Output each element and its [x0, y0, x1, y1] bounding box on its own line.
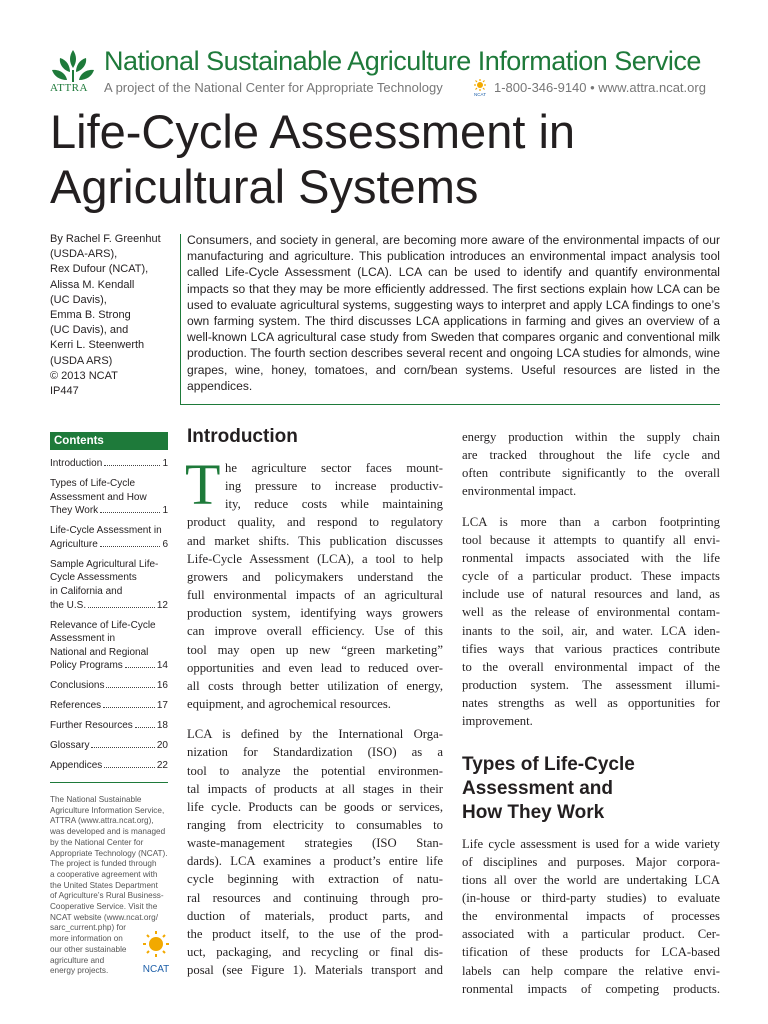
- text-line: tions all over the world are undertaking LCA: [462, 872, 720, 887]
- text-line: ing pressure to increase productiv-: [225, 479, 443, 494]
- toc-entry[interactable]: [50, 457, 168, 471]
- about-line: NCAT website (www.ncat.org/: [50, 912, 158, 922]
- toc-entry-label: Relevance of Life-Cycle: [50, 619, 156, 631]
- about-line: our other sustainable: [50, 944, 127, 954]
- toc-leader-dots: [135, 727, 155, 728]
- text-line: the product itself, to the use of the prod-: [187, 926, 443, 941]
- toc-page-number: 18: [156, 720, 168, 732]
- text-line: LCA is defined by the International Orga-: [187, 727, 443, 742]
- toc-entry[interactable]: [50, 619, 168, 673]
- contents-heading: Contents: [50, 432, 168, 450]
- about-line: sarc_current.php) for: [50, 923, 126, 933]
- toc-entry-label: Assessment and How: [50, 491, 147, 503]
- about-line: The National Sustainable: [50, 795, 142, 804]
- text-line: ity, reduce costs while maintaining: [225, 497, 443, 512]
- carbon-footprint-paragraph: [462, 513, 720, 731]
- text-line: can improve overall efficiency. Use of this: [187, 624, 443, 639]
- toc-entry-row: [50, 759, 168, 773]
- toc-entry-row: [50, 538, 168, 552]
- text-line: full environmental impacts of an agricultural: [187, 588, 443, 603]
- toc-page-number: 12: [156, 599, 168, 611]
- text-line: uct, packaging, and recycling or final dis-: [187, 945, 443, 960]
- toc-entry[interactable]: [50, 477, 168, 518]
- toc-entry[interactable]: [50, 524, 168, 551]
- text-line: tification of these products for LCA-based: [462, 945, 720, 960]
- about-line: by the National Center for: [50, 837, 144, 847]
- ncat-small-label: NCAT: [474, 92, 486, 97]
- abstract-divider: [180, 234, 181, 404]
- contents-divider: [50, 782, 168, 783]
- author-line: Kerri L. Steenwerth: [50, 339, 145, 352]
- toc-entry-label: Policy Programs: [50, 660, 123, 672]
- toc-entry-label: Appendices: [50, 760, 103, 772]
- heading-line: Types of Life-Cycle: [462, 753, 635, 775]
- text-line: life cycle. Products can be goods or services,: [187, 799, 443, 814]
- about-line: ATTRA (www.attra.ncat.org),: [50, 816, 154, 826]
- text-line: inants to the soil, air, and water. LCA iden-: [462, 623, 720, 638]
- toc-entry-label: Types of Life-Cycle: [50, 477, 136, 489]
- ncat-sun-logo: [140, 930, 172, 976]
- text-line: duction of materials, product parts, and: [187, 908, 443, 923]
- introduction-heading: Introduction: [187, 426, 298, 447]
- toc-entry-label: They Work: [50, 505, 99, 517]
- text-line: tool to analyze the potential environmen-: [187, 763, 443, 778]
- toc-entry[interactable]: [50, 558, 168, 612]
- heading-line: Assessment and: [462, 777, 614, 799]
- text-line: waste-management strategies (ISO Stan-: [187, 836, 443, 851]
- text-line: improvement.: [462, 714, 533, 729]
- tagline: A project of the National Center for Appropriate Technology: [104, 80, 443, 95]
- author-line: Rex Dufour (NCAT),: [50, 263, 149, 276]
- text-line: associated with a particular product. Cer-: [462, 927, 720, 942]
- text-line: equipment, and agrochemical resources.: [187, 697, 391, 712]
- contact-info: 1-800-346-9140 • www.attra.ncat.org: [494, 80, 706, 95]
- toc-entry-label: Further Resources: [50, 720, 133, 732]
- toc-leader-dots: [100, 512, 160, 513]
- author-line: (USDA-ARS),: [50, 248, 118, 261]
- table-of-contents: [50, 457, 168, 779]
- ncat-logo-label: NCAT: [142, 964, 170, 975]
- toc-entry-row: [50, 679, 168, 693]
- author-line: Alissa M. Kendall: [50, 278, 135, 291]
- text-line: growers and policymakers understand the: [187, 569, 443, 584]
- toc-page-number: 6: [162, 538, 168, 550]
- text-line: tool because it attempts to quantify all envi-: [462, 532, 720, 547]
- text-line: of disciplines and purposes. Major corpora-: [462, 854, 720, 869]
- text-line: LCA is more than a carbon footprinting: [462, 514, 720, 529]
- introduction-paragraph-2: [187, 725, 443, 979]
- text-line: Life cycle assessment is used for a wide variety: [462, 836, 720, 851]
- text-line: ral resources and continuing through pro-: [187, 890, 443, 905]
- toc-leader-dots: [104, 465, 160, 466]
- toc-page-number: 14: [156, 660, 168, 672]
- toc-entry-label: Sample Agricultural Life-: [50, 558, 159, 570]
- text-line: tool may open up new “green marketing”: [187, 642, 443, 657]
- text-line: to the overall environmental impact of the: [462, 659, 720, 674]
- toc-page-number: 1: [162, 458, 168, 469]
- toc-page-number: 1: [162, 505, 168, 517]
- text-line: he agriculture sector faces mount-: [225, 461, 443, 475]
- publication-id: IP447: [50, 385, 79, 398]
- about-line: a cooperative agreement with: [50, 869, 158, 879]
- toc-entry-label: Cycle Assessments: [50, 572, 137, 584]
- text-line: environmental impact.: [462, 484, 577, 499]
- toc-leader-dots: [104, 767, 155, 768]
- about-line: Cooperative Service. Visit the: [50, 902, 158, 912]
- toc-page-number: 16: [156, 680, 168, 692]
- types-heading: [462, 753, 720, 825]
- ncat-sun-icon: [472, 79, 488, 97]
- types-paragraph: [462, 835, 720, 998]
- toc-entry-row: [50, 739, 168, 753]
- column-two: [462, 428, 720, 998]
- toc-leader-dots: [88, 607, 155, 608]
- about-line: Agriculture Information Service,: [50, 805, 165, 815]
- toc-entry-row: [50, 659, 168, 673]
- about-line: the United States Department: [50, 880, 158, 890]
- about-line: more information on: [50, 934, 123, 944]
- author-line: By Rachel F. Greenhut: [50, 233, 161, 245]
- page-title: Life-Cycle Assessment in Agricultural Systems: [50, 105, 576, 213]
- abstract-bottom-rule: [180, 404, 720, 405]
- toc-entry-label: Life-Cycle Assessment in: [50, 525, 162, 537]
- toc-page-number: 17: [156, 700, 168, 712]
- text-line: labels can help compare the relative envi-: [462, 963, 720, 978]
- toc-entry-row: [50, 599, 168, 613]
- text-line: cycle beginning with extraction of natu-: [187, 872, 443, 887]
- toc-entry-label: in California and: [50, 585, 123, 597]
- text-line: often contribute significantly to the overall: [462, 466, 720, 481]
- text-line: production system. The assessment illumi-: [462, 678, 720, 693]
- text-line: tifies ways that various practices contribute: [462, 641, 720, 656]
- author-line: (USDA ARS): [50, 354, 113, 367]
- about-line: was developed and is managed: [50, 827, 166, 837]
- about-line: energy projects.: [50, 966, 109, 976]
- toc-leader-dots: [103, 707, 155, 708]
- text-line: posal (see Figure 1). Materials transport and: [187, 963, 443, 978]
- text-line: the environmental impacts of processes: [462, 909, 720, 924]
- toc-entry-label: Assessment in: [50, 633, 116, 645]
- text-line: dards). LCA examines a product’s entire life: [187, 854, 443, 869]
- about-line: Appropriate Technology (NCAT).: [50, 848, 168, 858]
- about-line: agriculture and: [50, 955, 105, 965]
- toc-entry-label: Agriculture: [50, 538, 98, 550]
- toc-entry-row: [50, 699, 168, 713]
- text-line: ronmental impacts associated with the life: [462, 550, 720, 565]
- toc-entry[interactable]: [50, 719, 168, 733]
- text-line: tal impacts of products at all stages in their: [187, 781, 443, 796]
- attra-logo-text: ATTRA: [50, 82, 88, 94]
- toc-entry-label: Introduction: [50, 458, 103, 469]
- toc-page-number: 20: [156, 740, 168, 752]
- text-line: include use of natural resources and land, as: [462, 587, 720, 602]
- text-line: nates strengths as well as opportunities for: [462, 696, 720, 711]
- toc-leader-dots: [106, 687, 154, 688]
- toc-leader-dots: [125, 667, 155, 668]
- drop-cap: T: [185, 452, 221, 517]
- toc-entry[interactable]: [50, 739, 168, 753]
- heading-line: How They Work: [462, 801, 605, 823]
- text-line: Life-Cycle Assessment (LCA), a tool to help: [187, 551, 443, 566]
- toc-entry-label: References: [50, 700, 102, 712]
- toc-entry-row: [50, 504, 168, 518]
- toc-entry[interactable]: [50, 699, 168, 713]
- toc-entry[interactable]: [50, 679, 168, 693]
- text-line: cycle of a particular product. These impacts: [462, 569, 720, 584]
- toc-entry-label: National and Regional: [50, 646, 149, 658]
- text-line: are tracked throughout the life cycle and: [462, 448, 720, 463]
- toc-entry[interactable]: [50, 759, 168, 773]
- text-line: product quality, and respond to regulatory: [187, 515, 443, 530]
- toc-entry-label: Glossary: [50, 740, 90, 752]
- text-line: energy production within the supply chain: [462, 430, 720, 444]
- text-line: production system, identifying ways growers: [187, 606, 443, 621]
- toc-entry-row: [50, 719, 168, 733]
- org-name: National Sustainable Agriculture Information Service: [104, 46, 701, 76]
- about-line: of Agriculture’s Rural Business-: [50, 891, 164, 901]
- text-line: (in-house or third-party studies) to evaluate: [462, 890, 720, 905]
- column-one: [187, 425, 443, 979]
- text-line: well as the release of environmental contam-: [462, 605, 720, 620]
- copyright: © 2013 NCAT: [50, 369, 118, 382]
- toc-leader-dots: [91, 747, 154, 748]
- continued-paragraph: [462, 428, 720, 501]
- text-line: ranging from electricity to consumables to: [187, 817, 443, 832]
- text-line: all costs through better utilization of energy,: [187, 678, 443, 693]
- author-line: Emma B. Strong: [50, 309, 131, 322]
- toc-leader-dots: [100, 546, 161, 547]
- author-line: (UC Davis), and: [50, 324, 129, 337]
- toc-page-number: 22: [156, 760, 168, 772]
- text-line: ronmental impacts of competing products.: [462, 981, 720, 996]
- introduction-paragraph-1: [185, 452, 443, 713]
- text-line: opportunities and even lead to reduced over-: [187, 660, 443, 675]
- text-line: nization for Standardization (ISO) as a: [187, 745, 443, 760]
- author-line: (UC Davis),: [50, 293, 107, 306]
- text-line: and market shifts. This publication discusses: [187, 533, 443, 548]
- toc-entry-row: [50, 457, 168, 471]
- about-line: The project is funded through: [50, 859, 157, 869]
- toc-entry-label: the U.S.: [50, 599, 87, 611]
- toc-entry-label: Conclusions: [50, 680, 105, 692]
- abstract: Consumers, and society in general, are becoming more aware of the environmental impacts of our manufacturing and agriculture. This publication introduces an environmental impact analysis tool called Life-Cycle Assessment (LCA). LCA can be used to identify and quantify environmental impacts so that they may be more efficiently addressed. The first sections explain how LCA can be used to evaluate agricultural systems, suggesting ways to interpret and apply LCA findings to one’s own farming system. The third discusses LCA applications in farming and gives an overview of a well-known LCA agricultural case study from Sweden that compares organic and conventional milk production. The fourth section describes several recent and ongoing LCA studies for almonds, wine grapes, wine, honey, tomatoes, and corn/bean systems. Useful resources are listed in the appendices.: [187, 233, 720, 393]
- authors-block: [50, 232, 178, 399]
